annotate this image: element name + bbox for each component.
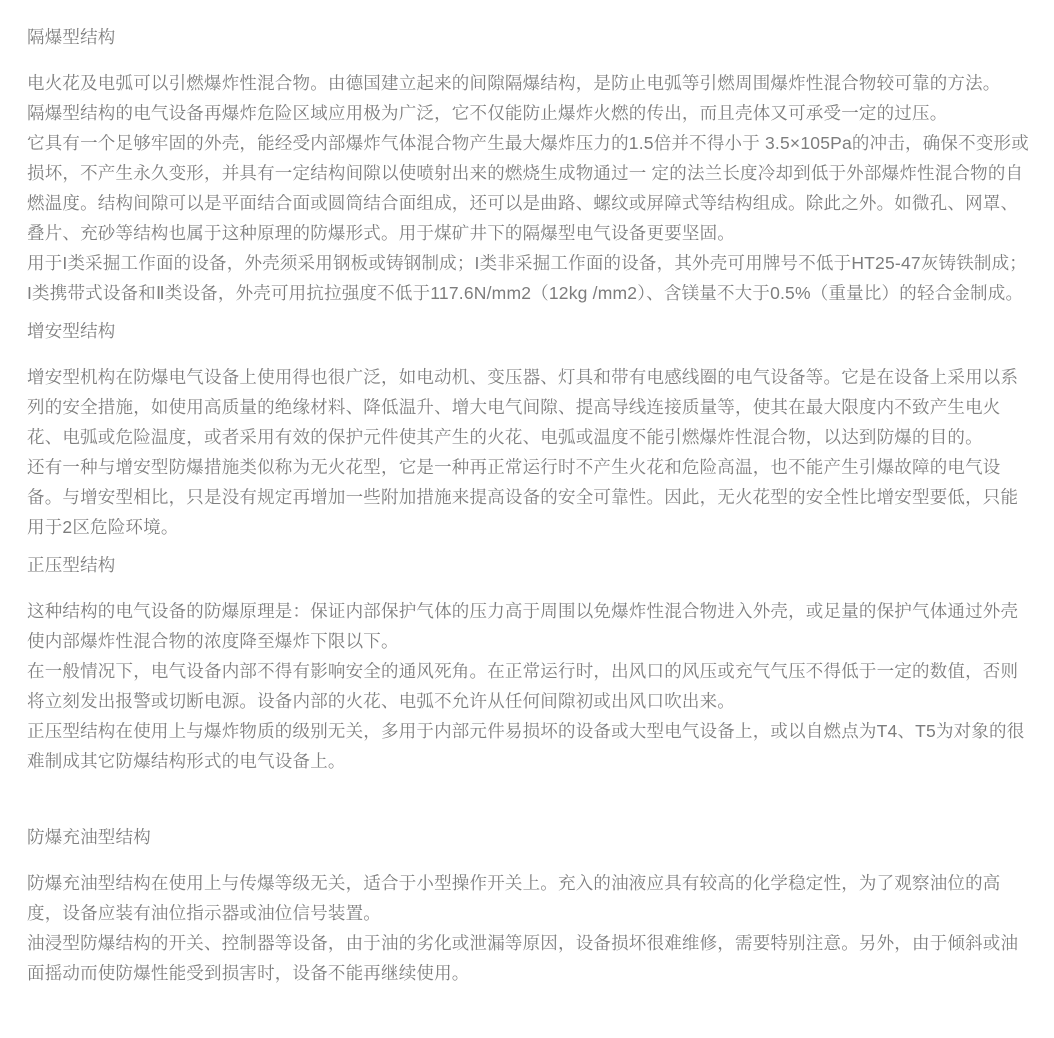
paragraph: 增安型机构在防爆电气设备上使用得也很广泛，如电动机、变压器、灯具和带有电感线圈的电气设备等。它是在设备上采用以系列的安全措施，如使用高质量的绝缘材料、降低温升、增大电气间隙、提高导线连接质量等，使其在最大限度内不致产生电火花、电弧或危险温度，或者采用有效的保护元件使其产生的火花、电弧或温度不能引燃爆炸性混合物，以达到防爆的目的。 xyxy=(27,367,1019,447)
section xyxy=(27,22,1030,308)
paragraph: 电火花及电弧可以引燃爆炸性混合物。由德国建立起来的间隙隔爆结构，是防止电弧等引燃周围爆炸性混合物较可靠的方法。 xyxy=(27,73,1001,93)
paragraph: 它具有一个足够牢固的外壳，能经受内部爆炸气体混合物产生最大爆炸压力的1.5倍并不得小于 3.5×105Pa的冲击，确保不变形或损坏，不产生永久变形，并具有一定结构间隙以使喷射出来的燃烧生成物通过一 定的法兰长度冷却到低于外部爆炸性混合物的自燃温度。结构间隙可以是平面结合面或圆筒结合面组成，还可以是曲路、螺纹或屏障式等结构组成。除此之外。如微孔、网罩、叠片、充砂等结构也属于这种原理的防爆形式。用于煤矿井下的隔爆型电气设备更要坚固。 xyxy=(27,133,1029,243)
section xyxy=(27,316,1030,542)
section-heading: 隔爆型结构 xyxy=(27,27,116,47)
paragraph: 还有一种与增安型防爆措施类似称为无火花型，它是一种再正常运行时不产生火花和危险高温，也不能产生引爆故障的电气设备。与增安型相比，只是没有规定再增加一些附加措施来提高设备的安全可靠性。因此，无火花型的安全性比增安型要低，只能用于2区危险环境。 xyxy=(27,457,1019,537)
paragraph: 在一般情况下，电气设备内部不得有影响安全的通风死角。在正常运行时，出风口的风压或充气气压不得低于一定的数值，否则将立刻发出报警或切断电源。设备内部的火花、电弧不允许从任何间隙初或出风口吹出来。 xyxy=(27,661,1019,711)
paragraph: 油浸型防爆结构的开关、控制器等设备，由于油的劣化或泄漏等原因，设备损坏很难维修，需要特别注意。另外，由于倾斜或油面摇动而使防爆性能受到损害时，设备不能再继续使用。 xyxy=(27,933,1019,983)
section-heading: 增安型结构 xyxy=(27,321,116,341)
paragraph: 这种结构的电气设备的防爆原理是：保证内部保护气体的压力高于周围以免爆炸性混合物进入外壳，或足量的保护气体通过外壳使内部爆炸性混合物的浓度降至爆炸下限以下。 xyxy=(27,601,1019,651)
section-heading: 防爆充油型结构 xyxy=(27,827,151,847)
paragraph: 隔爆型结构的电气设备再爆炸危险区域应用极为广泛，它不仅能防止爆炸火燃的传出，而且壳体又可承受一定的过压。 xyxy=(27,103,948,123)
section xyxy=(27,822,1030,988)
paragraph: 用于I类采掘工作面的设备，外壳须采用钢板或铸钢制成；I类非采掘工作面的设备，其外壳可用牌号不低于HT25-47灰铸铁制成；I类携带式设备和Ⅱ类设备，外壳可用抗拉强度不低于117.6N/mm2（12kg /mm2）、含镁量不大于0.5%（重量比）的轻合金制成。 xyxy=(27,253,1028,303)
section xyxy=(27,550,1030,776)
paragraph: 防爆充油型结构在使用上与传爆等级无关，适合于小型操作开关上。充入的油液应具有较高的化学稳定性，为了观察油位的高度，设备应装有油位指示器或油位信号装置。 xyxy=(27,873,1001,923)
paragraph: 正压型结构在使用上与爆炸物质的级别无关，多用于内部元件易损坏的设备或大型电气设备上，或以自燃点为T4、T5为对象的很难制成其它防爆结构形式的电气设备上。 xyxy=(27,721,1025,771)
section-heading: 正压型结构 xyxy=(27,555,116,575)
